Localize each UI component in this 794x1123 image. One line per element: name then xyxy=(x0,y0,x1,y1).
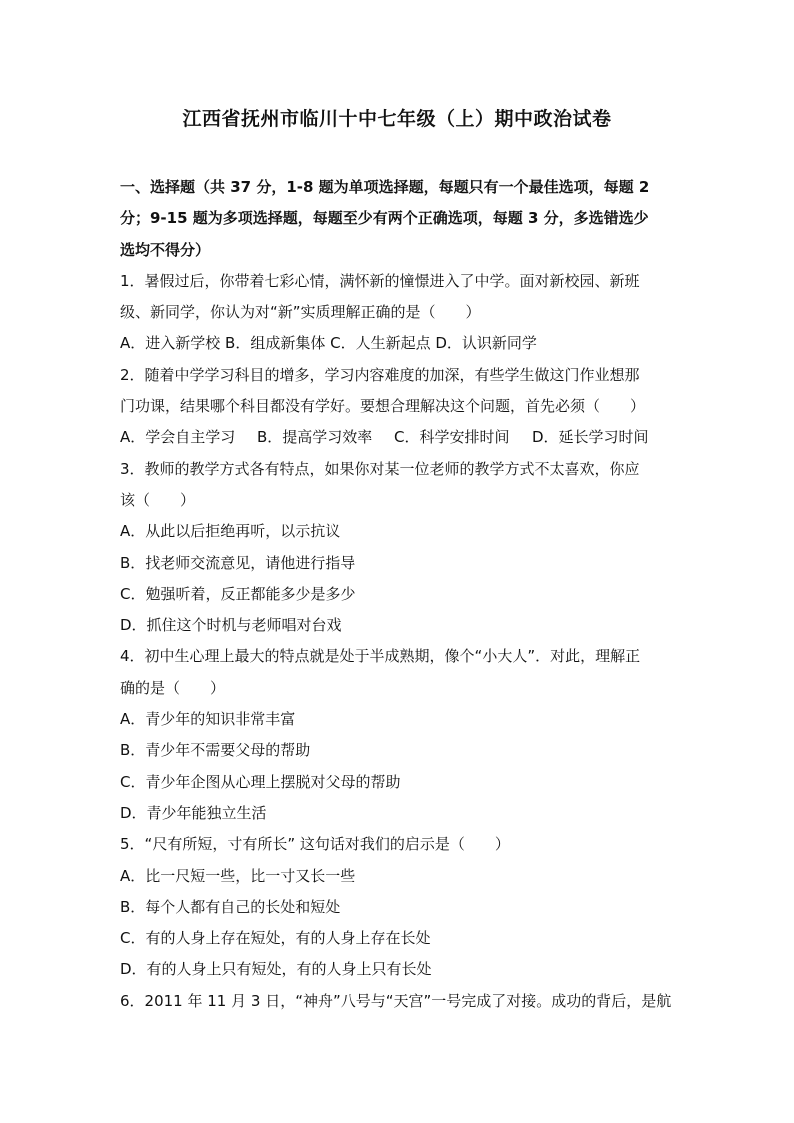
option-c: C．有的人身上存在短处，有的人身上存在长处 xyxy=(120,929,431,948)
exam-content xyxy=(120,172,676,1017)
question-1-options: A．进入新学校 B．组成新集体 C．人生新起点 D．认识新同学 xyxy=(120,334,537,353)
option-b: B．提高学习效率 xyxy=(257,428,373,447)
section-header-line: 选均不得分） xyxy=(120,240,211,259)
question-2-options xyxy=(120,422,676,453)
option-a: A．比一尺短一些，比一寸又长一些 xyxy=(120,866,356,885)
option-b: B．青少年不需要父母的帮助 xyxy=(120,741,311,760)
question-2-text: 2．随着中学学习科目的增多，学习内容难度的加深，有些学生做这门作业想那 xyxy=(120,365,640,384)
question-3-text: 3．教师的教学方式各有特点，如果你对某一位老师的教学方式不太喜欢，你应 xyxy=(120,459,640,478)
option-a: A．青少年的知识非常丰富 xyxy=(120,710,296,729)
question-3-text: 该（ ） xyxy=(120,490,196,509)
question-4-text: 4．初中生心理上最大的特点就是处于半成熟期，像个“小大人”．对此，理解正 xyxy=(120,647,641,666)
option-c: C．科学安排时间 xyxy=(394,428,510,447)
section-header-line: 一、选择题（共 37 分，1-8 题为单项选择题，每题只有一个最佳选项，每题 2 xyxy=(120,178,650,196)
option-d: D．青少年能独立生活 xyxy=(120,803,267,822)
question-1-text: 1．暑假过后，你带着七彩心情，满怀新的憧憬进入了中学。面对新校园、新班 xyxy=(120,271,640,290)
question-1-text: 级、新同学，你认为对“新”实质理解正确的是（ ） xyxy=(120,303,481,322)
question-4-text: 确的是（ ） xyxy=(120,678,226,697)
option-b: B．每个人都有自己的长处和短处 xyxy=(120,897,341,916)
page-title: 江西省抚州市临川十中七年级（上）期中政治试卷 xyxy=(182,108,612,130)
option-d: D．抓住这个时机与老师唱对台戏 xyxy=(120,616,342,635)
question-6-text: 6．2011 年 11 月 3 日，“神舟”八号与“天宫”一号完成了对接。成功的背后，是航 xyxy=(120,991,672,1010)
question-5-text: 5．“尺有所短，寸有所长” 这句话对我们的启示是（ ） xyxy=(120,835,510,854)
option-d: D．有的人身上只有短处，有的人身上只有长处 xyxy=(120,960,432,979)
section-header-line: 分；9-15 题为多项选择题，每题至少有两个正确选项，每题 3 分，多选错选少 xyxy=(120,209,649,228)
option-d: D．延长学习时间 xyxy=(532,428,649,447)
option-c: C．勉强听着，反正都能多少是多少 xyxy=(120,584,356,603)
option-c: C．青少年企图从心理上摆脱对父母的帮助 xyxy=(120,772,401,791)
question-2-text: 门功课，结果哪个科目都没有学好。要想合理解决这个问题，首先必须（ ） xyxy=(120,397,646,416)
option-b: B．找老师交流意见，请他进行指导 xyxy=(120,553,356,572)
option-a: A．学会自主学习 xyxy=(120,428,236,447)
option-a: A．从此以后拒绝再听，以示抗议 xyxy=(120,522,341,541)
